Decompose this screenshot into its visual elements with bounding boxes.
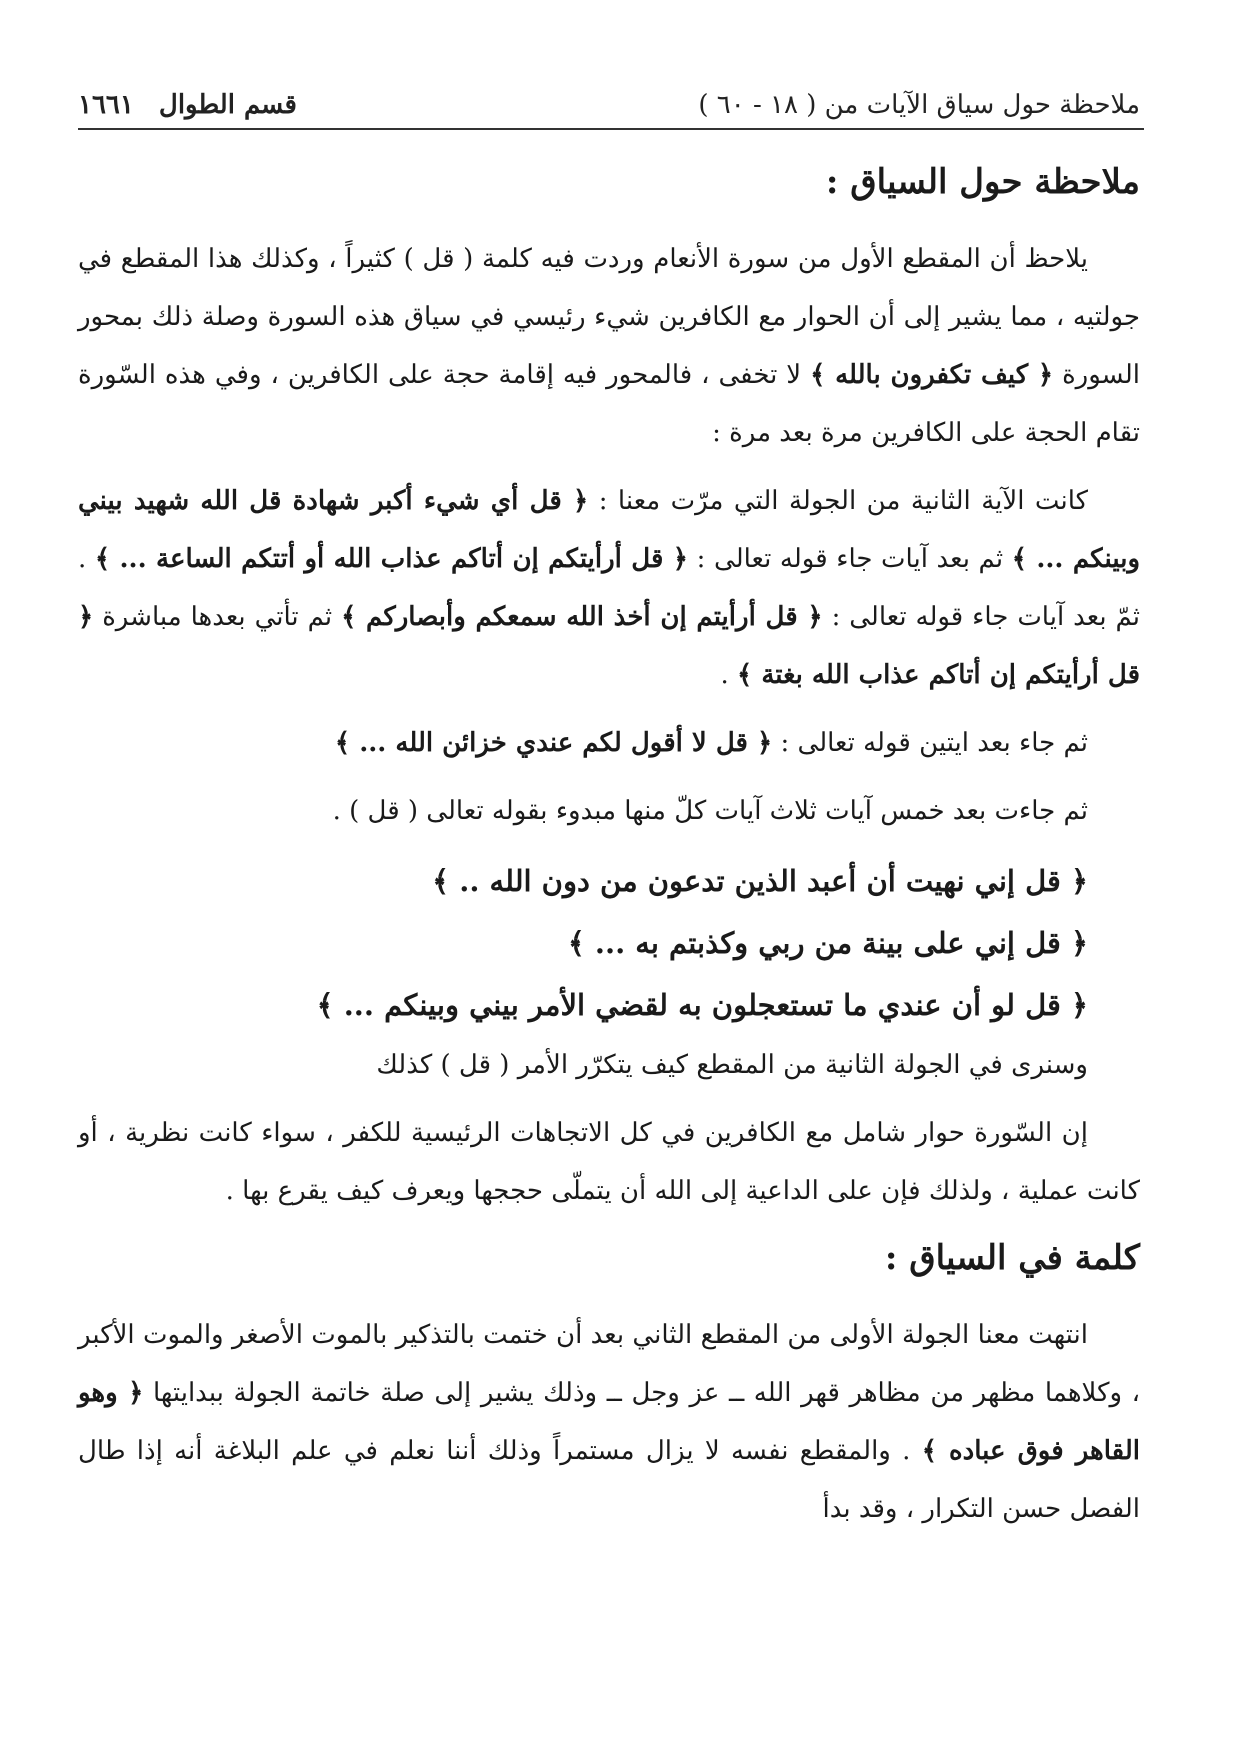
- paragraph-text: انتهت معنا الجولة الأولى من المقطع الثاني بعد أن ختمت بالتذكير بالموت الأصغر والموت الأكبر ، وكلاهما مظهر من مظاهر قهر الله ــ عز وجل ــ وذلك يشير إلى صلة خاتمة الجولة ببدايتها: [78, 1320, 1141, 1409]
- paragraph: [78, 1306, 1140, 1538]
- quran-quote: ﴿ قل أرأيتكم إن أتاكم عذاب الله بغتة ﴾: [78, 602, 1140, 691]
- paragraph-text: لا تخفى ، فالمحور فيه إقامة حجة على الكافرين ، وفي هذه السّورة تقام الحجة على الكافرين مرة بعد مرة :: [78, 360, 1140, 449]
- paragraph: [78, 714, 1140, 772]
- verse-line: ﴿ قل إني نهيت أن أعبد الذين تدعون من دون الله .. ﴾: [432, 864, 1088, 899]
- section-heading-context-note: ملاحظة حول السياق :: [825, 162, 1140, 202]
- quran-quote: ﴿ قل لا أقول لكم عندي خزائن الله ... ﴾: [334, 728, 773, 759]
- verse-line: ﴿ قل إني على بينة من ربي وكذبتم به ... ﴾: [567, 926, 1088, 961]
- paragraph-text: . والمقطع نفسه لا يزال مستمراً وذلك أننا نعلم في علم البلاغة أنه إذا طال الفصل حسن التكرار ، وقد بدأ: [78, 1436, 1140, 1525]
- paragraph: ثم جاءت بعد خمس آيات ثلاث آيات كلّ منها مبدوء بقوله تعالى ( قل ) .: [332, 796, 1088, 827]
- paragraph: [78, 230, 1140, 462]
- paragraph-text: . ثمّ بعد آيات جاء قوله تعالى :: [78, 544, 1141, 633]
- paragraph-text: يلاحظ أن المقطع الأول من سورة الأنعام وردت فيه كلمة ( قل ) كثيراً ، وكذلك هذا المقطع في جولتيه ، مما يشير إلى أن الحوار مع الكافرين شيء رئيسي في سياق هذه السورة وصلة ذلك بمحور السورة: [78, 244, 1141, 391]
- paragraph-text: ثم تأتي بعدها مباشرة: [102, 602, 333, 633]
- quran-quote: ﴿ قل أي شيء أكبر شهادة قل الله شهيد بيني وبينكم ... ﴾: [78, 486, 1141, 575]
- paragraph-text: .: [720, 660, 729, 691]
- verse-list: [78, 850, 1140, 1036]
- running-title: ملاحظة حول سياق الآيات من ( ١٨ - ٦٠ ): [698, 90, 1140, 120]
- paragraph-text: كانت الآية الثانية من الجولة التي مرّت معنا :: [598, 486, 1088, 517]
- section-heading-word-on-context: كلمة في السياق :: [884, 1238, 1140, 1279]
- quran-quote: ﴿ قل أرأيتم إن أخذ الله سمعكم وأبصاركم ﴾: [341, 602, 823, 633]
- verse-line: ﴿ قل لو أن عندي ما تستعجلون به لقضي الأمر بيني وبينكم ... ﴾: [316, 988, 1088, 1023]
- paragraph-text: ثم بعد آيات جاء قوله تعالى :: [696, 544, 1004, 575]
- section-name: قسم الطوال: [158, 90, 297, 120]
- page-body: [78, 150, 1140, 1548]
- header-divider: [78, 128, 1144, 130]
- page-header: [78, 70, 1140, 120]
- paragraph: وسنرى في الجولة الثانية من المقطع كيف يتكرّر الأمر ( قل ) كذلك: [376, 1050, 1088, 1081]
- quran-quote: ﴿ وهو القاهر فوق عباده ﴾: [78, 1378, 1140, 1467]
- quran-quote: ﴿ كيف تكفرون بالله ﴾: [810, 360, 1054, 391]
- paragraph: إن السّورة حوار شامل مع الكافرين في كل الاتجاهات الرئيسية للكفر ، سواء كانت نظرية ، أو كانت عملية ، ولذلك فإن على الداعية إلى الله أن يتملّى حججها ويعرف كيف يقرع بها .: [78, 1118, 1140, 1207]
- header-left-group: [78, 90, 297, 120]
- quran-quote: ﴿ قل أرأيتكم إن أتاكم عذاب الله أو أتتكم الساعة ... ﴾: [94, 544, 689, 575]
- paragraph-text: ثم جاء بعد ايتين قوله تعالى :: [780, 728, 1088, 759]
- paragraph: [78, 472, 1140, 704]
- page-number: ١٦٦١: [78, 90, 134, 120]
